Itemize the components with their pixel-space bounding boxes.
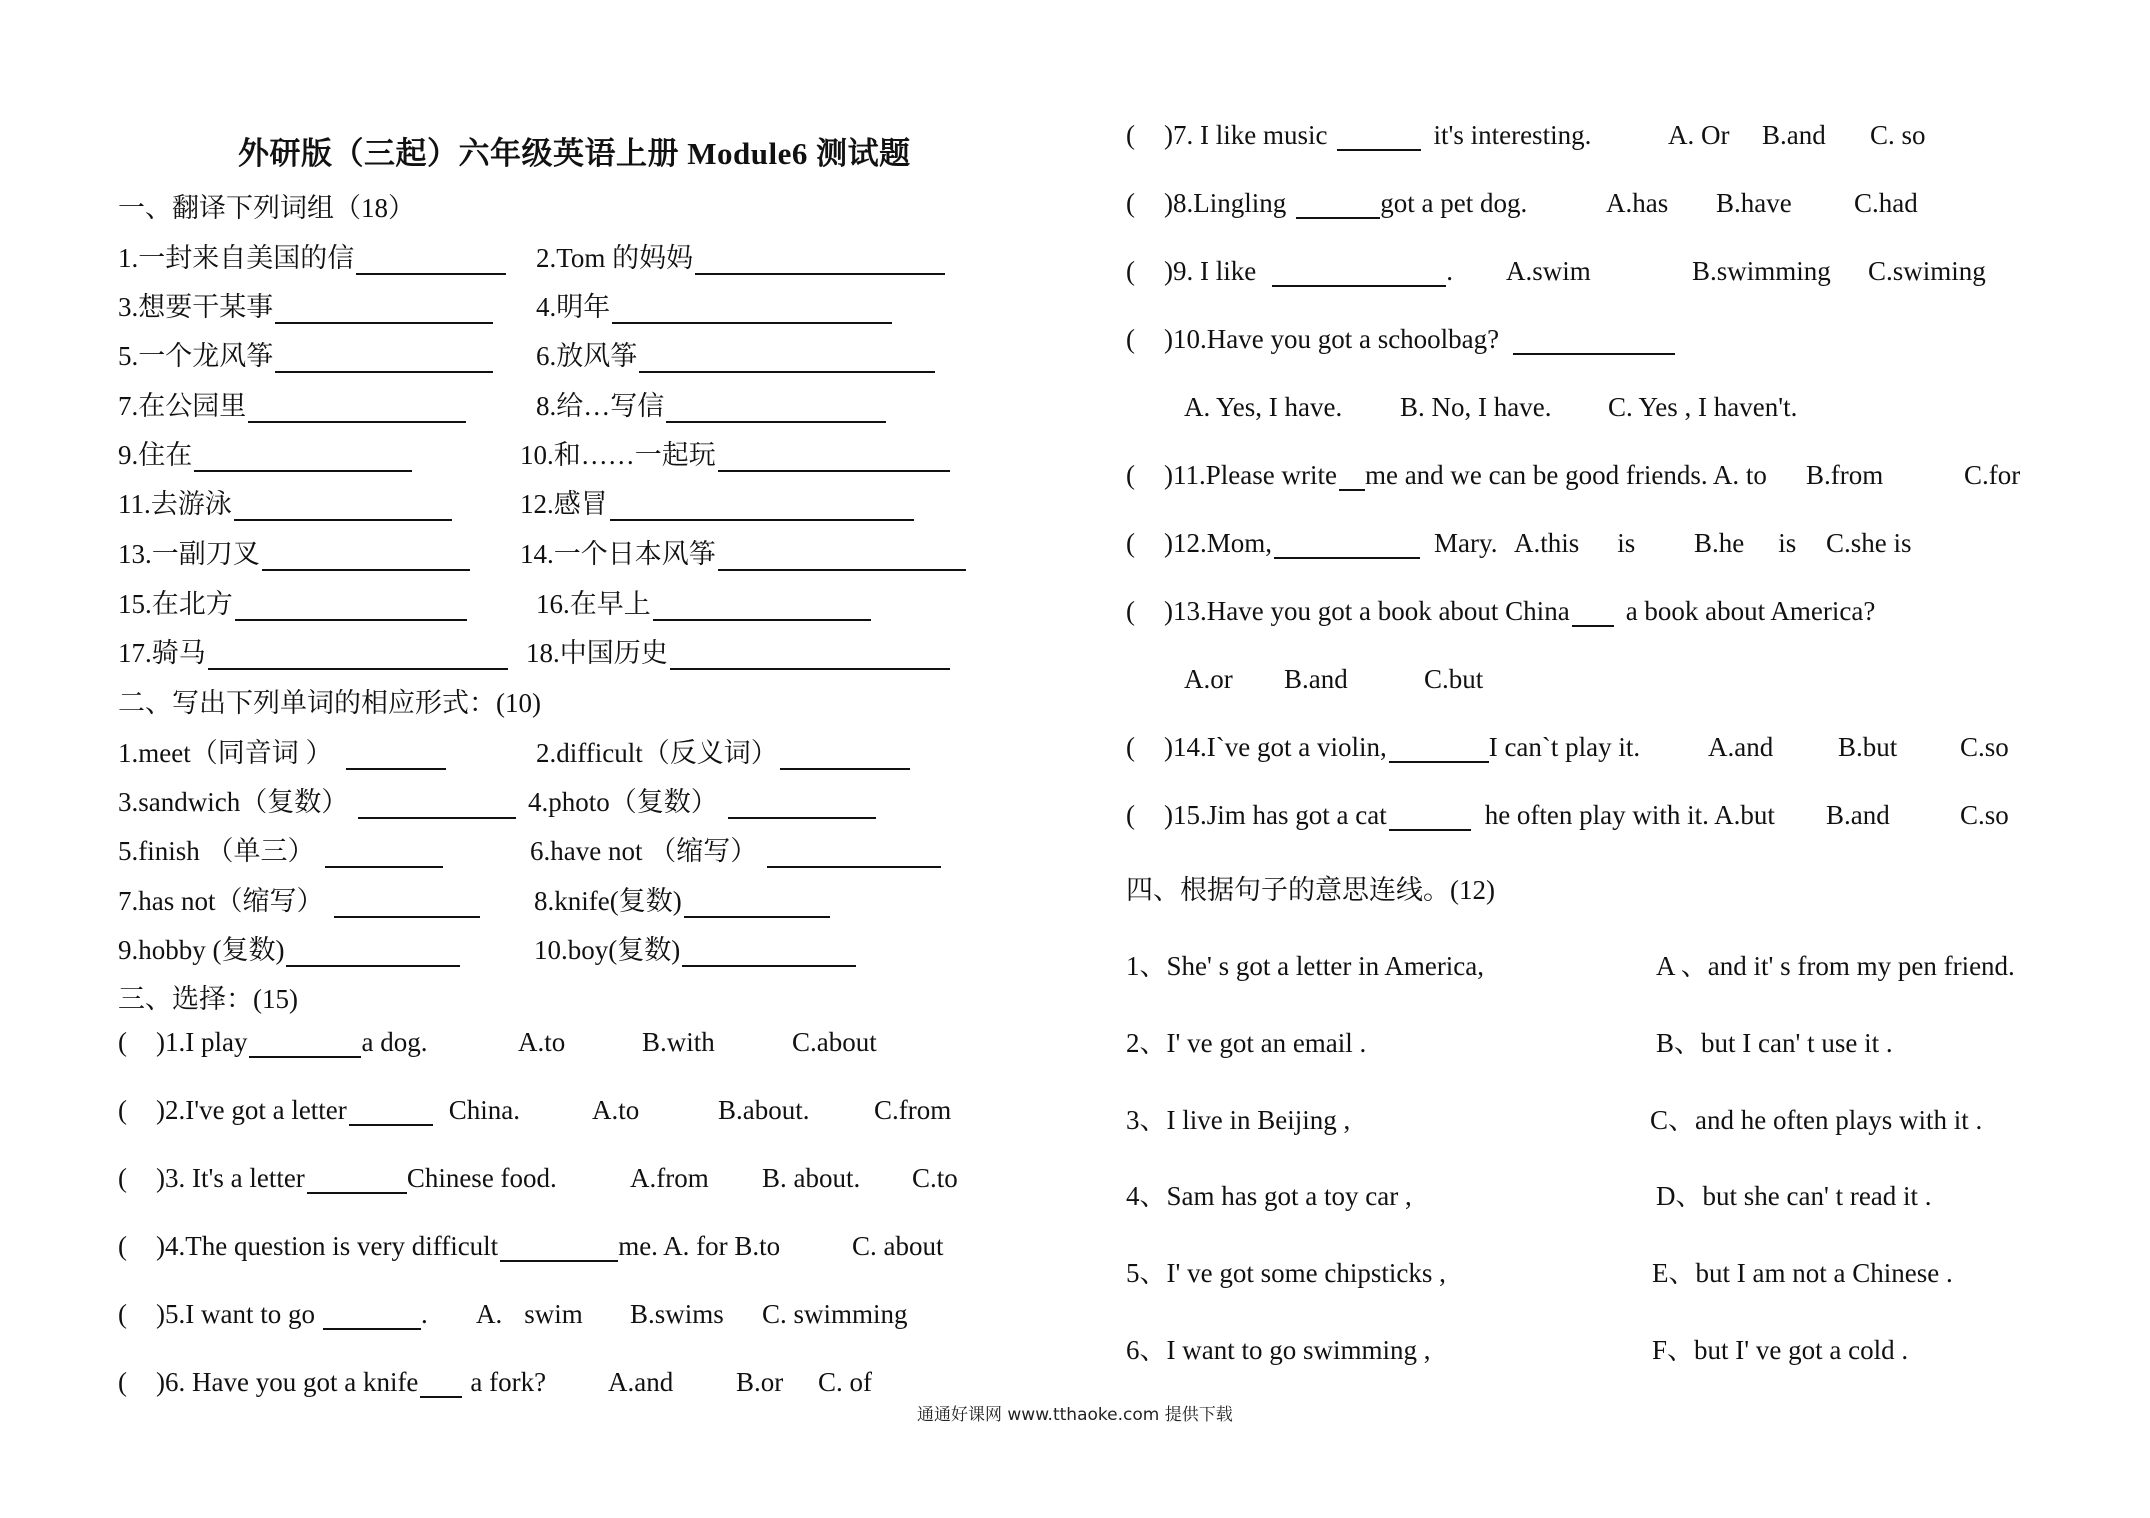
question-text: )10.Have you got a schoolbag?	[1164, 324, 1500, 354]
answer-paren[interactable]: (	[118, 1367, 127, 1397]
translate-item: 14.一个日本风筝	[520, 532, 966, 571]
question-text: me. A. for B.to	[618, 1231, 781, 1261]
question-text: )7. I like music	[1164, 120, 1328, 150]
answer-blank[interactable]	[248, 393, 466, 423]
translate-item: 8.给…写信	[536, 384, 886, 423]
option-b[interactable]: B.and	[1284, 664, 1348, 694]
word-form-item: 6.have not （缩写）	[530, 829, 941, 868]
answer-blank[interactable]	[349, 1096, 433, 1126]
translate-item: 2.Tom 的妈妈	[536, 236, 945, 275]
word-form-item: 2.difficult（反义词）	[536, 731, 910, 770]
question-text: China.	[448, 1095, 521, 1125]
answer-blank[interactable]	[1339, 461, 1365, 491]
question-text: me and we can be good friends. A. to	[1364, 460, 1767, 490]
answer-blank[interactable]	[684, 888, 830, 918]
answer-blank[interactable]	[610, 491, 914, 521]
answer-paren[interactable]: (	[1126, 596, 1135, 626]
option-c[interactable]: C. about	[852, 1231, 944, 1261]
translate-item: 6.放风筝	[536, 334, 935, 373]
answer-paren[interactable]: (	[118, 1299, 127, 1329]
option-c[interactable]: C. of	[818, 1367, 872, 1397]
question-text: .	[420, 1299, 428, 1329]
translate-item: 18.中国历史	[526, 631, 950, 670]
question-text: a dog.	[361, 1027, 428, 1057]
question-text: got a pet dog.	[1380, 188, 1528, 218]
word-form-item: 7.has not（缩写）	[118, 879, 480, 918]
answer-blank[interactable]	[1389, 801, 1471, 831]
answer-blank[interactable]	[275, 294, 493, 324]
option-c[interactable]: C.she is	[1826, 528, 1912, 558]
question-text: a fork?	[470, 1367, 547, 1397]
answer-paren[interactable]: (	[118, 1163, 127, 1193]
question-text: )4.The question is very difficult	[156, 1231, 499, 1261]
answer-paren[interactable]: (	[1126, 256, 1135, 286]
answer-paren[interactable]: (	[118, 1095, 127, 1125]
answer-blank[interactable]	[1272, 257, 1446, 287]
answer-paren[interactable]: (	[1126, 800, 1135, 830]
answer-blank[interactable]	[718, 442, 950, 472]
option-b[interactable]: B.and	[1826, 800, 1890, 830]
word-form-item: 4.photo（复数）	[528, 780, 876, 819]
option-a[interactable]: A. Yes, I have.	[1184, 392, 1343, 422]
option-c[interactable]: C.from	[874, 1095, 952, 1125]
question-text: I can`t play it.	[1488, 732, 1641, 762]
answer-blank[interactable]	[346, 740, 446, 770]
option-c[interactable]: C.so	[1960, 800, 2009, 830]
option-c[interactable]: C.but	[1424, 664, 1484, 694]
answer-paren[interactable]: (	[1126, 324, 1135, 354]
option-a[interactable]: A.this is	[1514, 528, 1636, 558]
page-title: 外研版（三起）六年级英语上册 Module6 测试题	[238, 136, 911, 171]
question-text: )15.Jim has got a cat	[1164, 800, 1387, 830]
word-form-item: 1.meet（同音词 ）	[118, 731, 446, 770]
answer-blank[interactable]	[1572, 597, 1614, 627]
option-a[interactable]: A. Or	[1668, 120, 1730, 150]
translate-item: 10.和……一起玩	[520, 433, 950, 472]
translate-item: 9.住在	[118, 433, 412, 472]
translate-item: 13.一副刀叉	[118, 532, 470, 571]
question-text: )11.Please write	[1164, 460, 1337, 490]
option-b[interactable]: B. No, I have.	[1400, 392, 1552, 422]
translate-item: 12.感冒	[520, 482, 914, 521]
answer-blank[interactable]	[718, 541, 966, 571]
match-right-item[interactable]: B、but I can' t use it .	[1656, 1028, 1893, 1058]
answer-paren[interactable]: (	[1126, 460, 1135, 490]
answer-blank[interactable]	[420, 1368, 462, 1398]
section4-heading: 四、根据句子的意思连线。(12)	[1126, 875, 1495, 905]
word-form-item: 9.hobby (复数)	[118, 928, 460, 967]
answer-blank[interactable]	[500, 1232, 618, 1262]
option-b[interactable]: B.about.	[718, 1095, 810, 1125]
translate-item: 3.想要干某事	[118, 285, 493, 324]
option-a[interactable]: A.has	[1606, 188, 1669, 218]
question-text: )1.I play	[156, 1027, 248, 1057]
option-a[interactable]: A.to	[518, 1027, 566, 1057]
option-b[interactable]: B.he is	[1694, 528, 1797, 558]
option-b[interactable]: B.but	[1838, 732, 1898, 762]
answer-blank[interactable]	[1513, 325, 1675, 355]
answer-blank[interactable]	[639, 343, 935, 373]
answer-blank[interactable]	[194, 442, 412, 472]
answer-blank[interactable]	[307, 1164, 407, 1194]
option-c[interactable]: C. swimming	[762, 1299, 908, 1329]
section2-heading: 二、写出下列单词的相应形式：(10)	[118, 688, 541, 718]
match-left-item[interactable]: 1、She' s got a letter in America,	[1126, 951, 1485, 981]
match-left-item[interactable]: 6、I want to go swimming ,	[1126, 1335, 1431, 1365]
answer-paren[interactable]: (	[118, 1027, 127, 1057]
translate-item: 1.一封来自美国的信	[118, 236, 506, 275]
answer-blank[interactable]	[1296, 189, 1380, 219]
section1-heading: 一、翻译下列词组（18）	[118, 193, 415, 223]
question-text: Chinese food.	[406, 1163, 557, 1193]
question-text: )8.Lingling	[1164, 188, 1287, 218]
answer-blank[interactable]	[234, 491, 452, 521]
answer-blank[interactable]	[249, 1028, 361, 1058]
option-c[interactable]: C.about	[792, 1027, 877, 1057]
option-b[interactable]: B.swims	[630, 1299, 724, 1329]
answer-blank[interactable]	[334, 888, 480, 918]
question-text: )9. I like	[1164, 256, 1257, 286]
option-c[interactable]: C.to	[912, 1163, 958, 1193]
section3-heading: 三、选择：(15)	[118, 984, 298, 1014]
question-text: )14.I`ve got a violin,	[1164, 732, 1387, 762]
answer-blank[interactable]	[728, 789, 876, 819]
option-a[interactable]: A.swim	[1506, 256, 1591, 286]
answer-blank[interactable]	[208, 640, 508, 670]
match-right-item[interactable]: F、but I' ve got a cold .	[1652, 1335, 1909, 1365]
question-text: )3. It's a letter	[156, 1163, 305, 1193]
option-c[interactable]: C.for	[1964, 460, 2021, 490]
answer-blank[interactable]	[653, 591, 871, 621]
word-form-item: 5.finish （单三）	[118, 829, 443, 868]
match-left-item[interactable]: 3、I live in Beijing ,	[1126, 1105, 1351, 1135]
option-c[interactable]: C.had	[1854, 188, 1918, 218]
option-c[interactable]: C.swiming	[1868, 256, 1986, 286]
question-text: )13.Have you got a book about China	[1164, 596, 1570, 626]
footer-credit: 通通好课网 www.tthaoke.com 提供下载	[917, 1405, 1233, 1425]
answer-paren[interactable]: (	[1126, 120, 1135, 150]
match-left-item[interactable]: 4、Sam has got a toy car ,	[1126, 1181, 1412, 1211]
answer-paren[interactable]: (	[1126, 732, 1135, 762]
answer-paren[interactable]: (	[1126, 188, 1135, 218]
option-a[interactable]: A.and	[1708, 732, 1774, 762]
option-c[interactable]: C. Yes , I haven't.	[1608, 392, 1798, 422]
match-left-item[interactable]: 5、I' ve got some chipsticks ,	[1126, 1258, 1446, 1288]
answer-paren[interactable]: (	[1126, 528, 1135, 558]
answer-blank[interactable]	[286, 937, 460, 967]
translate-item: 4.明年	[536, 285, 892, 324]
option-b[interactable]: B.swimming	[1692, 256, 1831, 286]
option-b[interactable]: B.or	[736, 1367, 784, 1397]
answer-blank[interactable]	[262, 541, 470, 571]
match-right-item[interactable]: A 、and it' s from my pen friend.	[1656, 951, 2015, 981]
option-c[interactable]: C. so	[1870, 120, 1926, 150]
answer-blank[interactable]	[695, 245, 945, 275]
option-a[interactable]: A.to	[592, 1095, 640, 1125]
match-right-item[interactable]: D、but she can' t read it .	[1656, 1181, 1932, 1211]
word-form-item: 10.boy(复数)	[534, 928, 856, 967]
answer-blank[interactable]	[666, 393, 886, 423]
question-text: Mary.	[1434, 528, 1498, 558]
question-text: )2.I've got a letter	[156, 1095, 347, 1125]
answer-blank[interactable]	[780, 740, 910, 770]
answer-blank[interactable]	[682, 937, 856, 967]
option-a[interactable]: A.and	[608, 1367, 674, 1397]
option-b[interactable]: B. about.	[762, 1163, 861, 1193]
answer-paren[interactable]: (	[118, 1231, 127, 1261]
answer-blank[interactable]	[356, 245, 506, 275]
question-text: it's interesting.	[1433, 120, 1592, 150]
answer-blank[interactable]	[358, 789, 516, 819]
answer-blank[interactable]	[1274, 529, 1420, 559]
option-c[interactable]: C.so	[1960, 732, 2009, 762]
question-text: .	[1446, 256, 1453, 286]
question-text: he often play with it. A.but	[1484, 800, 1775, 830]
option-a[interactable]: A.from	[630, 1163, 709, 1193]
answer-blank[interactable]	[612, 294, 892, 324]
answer-blank[interactable]	[323, 1300, 421, 1330]
question-text: )5.I want to go	[156, 1299, 315, 1329]
option-b[interactable]: B.have	[1716, 188, 1792, 218]
option-a[interactable]: A.or	[1184, 664, 1233, 694]
translate-item: 11.去游泳	[118, 482, 452, 521]
option-b[interactable]: B.from	[1806, 460, 1884, 490]
translate-item: 5.一个龙风筝	[118, 334, 493, 373]
question-text: )12.Mom,	[1164, 528, 1272, 558]
match-right-item[interactable]: E、but I am not a Chinese .	[1652, 1258, 1953, 1288]
answer-blank[interactable]	[1337, 121, 1421, 151]
answer-blank[interactable]	[767, 838, 941, 868]
option-b[interactable]: B.with	[642, 1027, 715, 1057]
word-form-item: 3.sandwich（复数）	[118, 780, 516, 819]
option-a[interactable]: A. swim	[476, 1299, 583, 1329]
answer-blank[interactable]	[235, 591, 467, 621]
answer-blank[interactable]	[325, 838, 443, 868]
match-left-item[interactable]: 2、I' ve got an email .	[1126, 1028, 1367, 1058]
match-right-item[interactable]: C、and he often plays with it .	[1650, 1105, 1983, 1135]
answer-blank[interactable]	[1389, 733, 1489, 763]
translate-item: 15.在北方	[118, 582, 467, 621]
question-text: a book about America?	[1625, 596, 1876, 626]
translate-item: 17.骑马	[118, 631, 508, 670]
word-form-item: 8.knife(复数)	[534, 879, 830, 918]
question-text: )6. Have you got a knife	[156, 1367, 419, 1397]
answer-blank[interactable]	[670, 640, 950, 670]
option-b[interactable]: B.and	[1762, 120, 1826, 150]
translate-item: 7.在公园里	[118, 384, 466, 423]
translate-item: 16.在早上	[536, 582, 871, 621]
answer-blank[interactable]	[275, 343, 493, 373]
